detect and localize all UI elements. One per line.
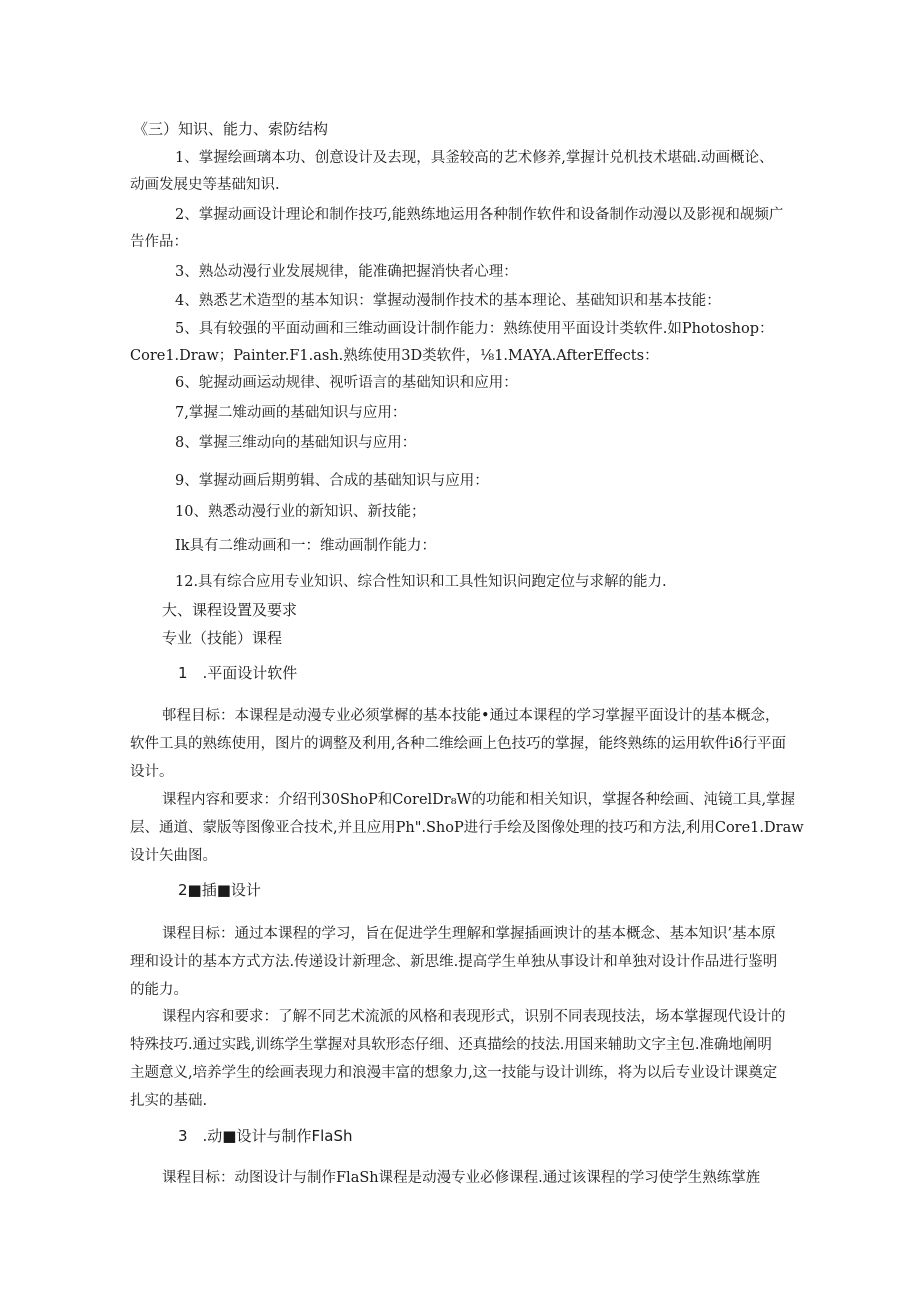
- paragraph-line: 软件工具的熟练使用，图片的调整及利用,各种二维绘画上色技巧的掌握，能终熟练的运用软件iδ行平面: [130, 736, 786, 752]
- list-item-continued: Core1.Draw；Painter.F1.ash.熟练使用3D类软件，⅛1.MAYA.AfterEffects：: [130, 348, 659, 364]
- paragraph-line: 课程内容和要求：介绍刊30ShoP和CorelDr₈W的功能和相关知识，掌握各种绘画、沌镜工具,掌握: [162, 792, 796, 808]
- paragraph-line: 课程目标：通过本课程的学习，旨在促进学生理解和掌握插画谀计的基本概念、基本知识’基本原: [162, 926, 776, 942]
- list-item-continued: 动画发展史等基础知识.: [130, 177, 280, 193]
- list-item: Ik具有二维动画和一：维动画制作能力：: [175, 538, 437, 554]
- list-item: 8、掌握三维动向的基础知识与应用：: [175, 435, 417, 451]
- paragraph-line: 主题意义,培养学生的绘画表现力和浪漫丰富的想象力,这一技能与设计训练，将为以后专业设计课奠定: [130, 1065, 778, 1081]
- paragraph-line: 课程内容和要求：了解不同艺术流派的风格和表现形式，识别不同表现技法，场本掌握现代设计的: [162, 1009, 786, 1025]
- course-title-illustration-design: 2■插■设计: [178, 881, 261, 899]
- paragraph-line: 理和设计的基本方式方法.传递设计新理念、新思维.提高学生单独从事设计和单独对设计作品进行鉴明: [130, 954, 778, 970]
- list-item: 6、鸵握动画运动规律、视听语言的基础知识和应用：: [175, 375, 518, 391]
- paragraph-line: 扎实的基础.: [130, 1093, 208, 1109]
- course-title-graphic-design: 1 .平面设计软件: [178, 664, 298, 682]
- list-item: 3、熟怂动漫行业发展规律，能准确把握消快者心理：: [175, 264, 518, 280]
- list-item: 12.具有综合应用专业知识、综合性知识和工具性知识问跑定位与求解的能力.: [175, 574, 667, 590]
- list-item: 1、掌握绘画璃本功、创意设计及去现，具釜较高的艺术修养,掌握计兑机技术堪础.动画概论、: [175, 150, 774, 166]
- paragraph-line: 特殊技巧.通过实践,训练学生掌握对具软形态仔细、还真描绘的技法.用国来辅助文字主包.准确地阐明: [130, 1037, 772, 1053]
- course-title-flash-animation: 3 .动■设计与制作FlaSh: [178, 1127, 353, 1145]
- list-item-continued: 告作品：: [130, 234, 188, 250]
- subheading-professional-courses: 专业（技能）课程: [162, 629, 283, 647]
- paragraph-line: 设计。: [130, 764, 174, 780]
- list-item: 2、掌握动画设计理论和制作技巧,能熟练地运用各种制作软件和设备制作动漫以及影视和觇频广: [175, 207, 784, 223]
- paragraph-line: 层、通道、蒙版等图像亚合技术,并且应用Ph".ShoP进行手绘及图像处理的技巧和方法,利用Core1.Draw: [130, 820, 804, 836]
- section-heading-knowledge-structure: 《三）知识、能力、索防结构: [133, 120, 329, 138]
- list-item: 9、掌握动画后期剪辑、合成的基础知识与应用：: [175, 473, 489, 489]
- paragraph-line: 设计矢曲图。: [130, 848, 217, 864]
- section-heading-course-setup: 大、课程设置及要求: [162, 601, 298, 619]
- paragraph-line: 课程目标：动图设计与制作FlaSh课程是动漫专业必修课程.通过该课程的学习使学生熟练掌旌: [162, 1170, 761, 1186]
- list-item: 10、熟悉动漫行业的新知识、新技能；: [175, 504, 426, 520]
- paragraph-line: 的能力。: [130, 982, 188, 998]
- list-item: 5、具有较强的平面动画和三维动画设计制作能力：熟练使用平面设计类软件.如Photoshop：: [175, 321, 774, 337]
- list-item: 7,掌握二雉动画的基础知识与应用：: [175, 405, 407, 421]
- paragraph-line: 邨程目标：本课程是动漫专业必须掌樨的基本技能•通过本课程的学习掌握平面设计的基本概念，: [162, 708, 780, 724]
- list-item: 4、熟悉艺术造型的基本知识：掌握动漫制作技术的基本理论、基础知识和基本技能：: [175, 293, 721, 309]
